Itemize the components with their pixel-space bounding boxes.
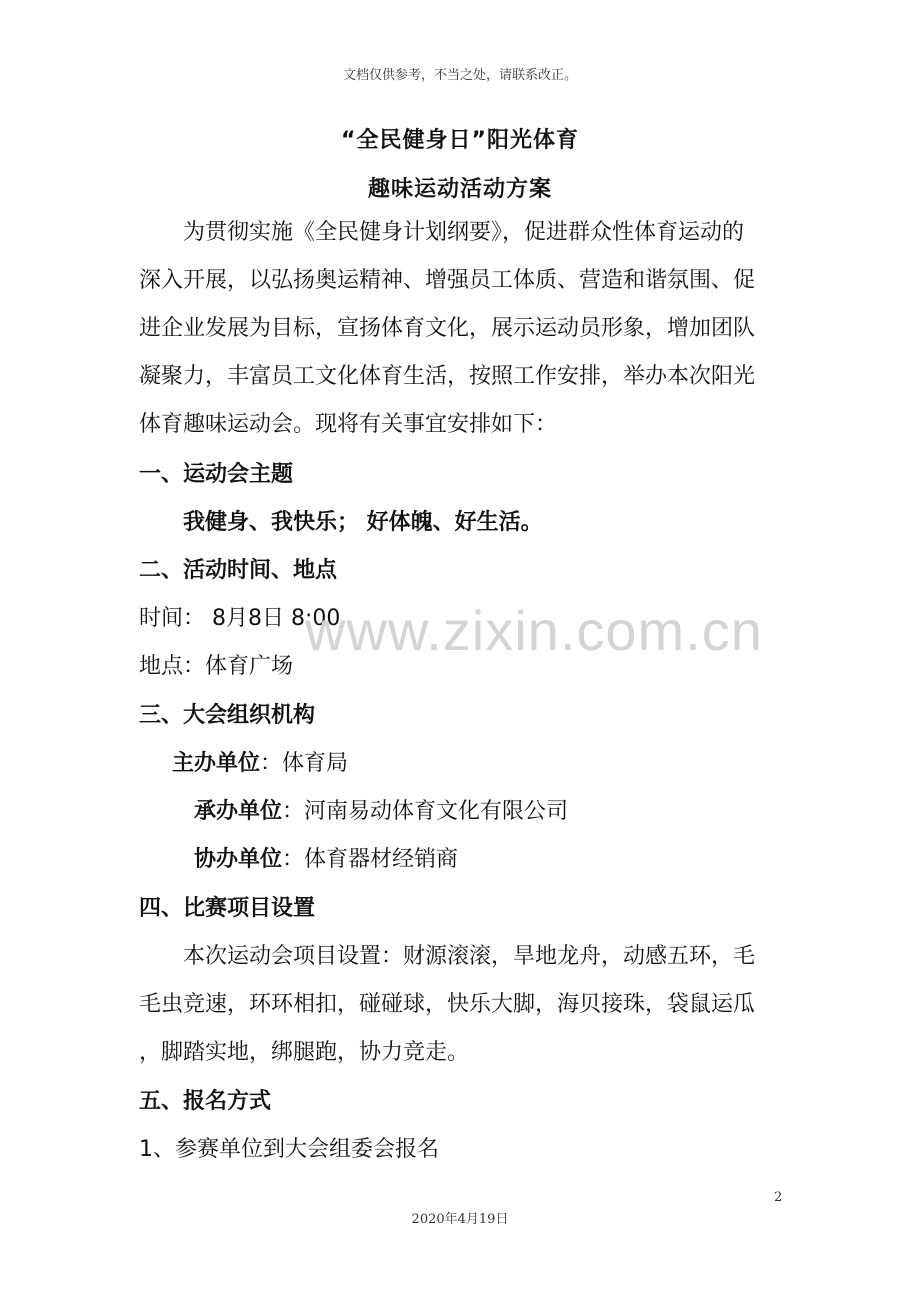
document-title-line-1: “全民健身日”阳光体育 [341, 128, 579, 153]
events-line: 毛虫竞速，环环相扣，碰碰球，快乐大脚，海贝接珠，袋鼠运瓜 [139, 992, 756, 1017]
intro-line: 进企业发展为目标，宣扬体育文化，展示运动员形象，增加团队 [139, 316, 756, 341]
footer-date: 2020年4月19日 [411, 1212, 509, 1227]
organizer-value: ：体育器材经销商 [282, 847, 459, 872]
page-number: 2 [774, 1190, 783, 1205]
organizer-label: 主办单位 [172, 751, 261, 776]
header-note: 文档仅供参考，不当之处，请联系改正。 [342, 68, 577, 83]
registration-item: 1、参赛单位到大会组委会报名 [139, 1137, 439, 1162]
section-heading-time-place: 二、活动时间、地点 [139, 558, 338, 583]
section-heading-registration: 五、报名方式 [139, 1089, 272, 1114]
events-line: 本次运动会项目设置：财源滚滚，旱地龙舟，动感五环，毛 [183, 944, 756, 969]
intro-line: 体育趣味运动会。现将有关事宜安排如下： [139, 412, 558, 437]
organizer-host [172, 749, 348, 779]
organizer-label: 承办单位 [194, 799, 283, 824]
organizer-label: 协办单位 [194, 847, 283, 872]
organizer-value: ：体育局 [260, 751, 349, 776]
watermark: www.zixin.com.cn [305, 599, 763, 662]
event-place: 地点：体育广场 [139, 654, 294, 679]
events-line: ，脚踏实地，绑腿跑，协力竞走。 [139, 1040, 470, 1065]
document-title-line-2: 趣味运动活动方案 [367, 177, 552, 202]
intro-line: 为贯彻实施《全民健身计划纲要》，促进群众性体育运动的 [183, 220, 745, 245]
section-heading-events: 四、比赛项目设置 [139, 896, 316, 921]
intro-line: 凝聚力，丰富员工文化体育生活，按照工作安排，举办本次阳光 [139, 364, 756, 389]
intro-line: 深入开展，以弘扬奥运精神、增强员工体质、营造和谐氛围、促 [139, 268, 756, 293]
organizer-co-organizer [194, 845, 458, 875]
organizer-value: ：河南易动体育文化有限公司 [282, 799, 569, 824]
organizer-undertaker [194, 797, 568, 827]
event-time: 时间： 8月8日 8:00 [139, 606, 341, 631]
section-heading-theme: 一、运动会主题 [139, 462, 294, 487]
section-heading-organization: 三、大会组织机构 [139, 703, 316, 728]
theme-slogan: 我健身、我快乐； 好体魄、好生活。 [183, 510, 543, 535]
